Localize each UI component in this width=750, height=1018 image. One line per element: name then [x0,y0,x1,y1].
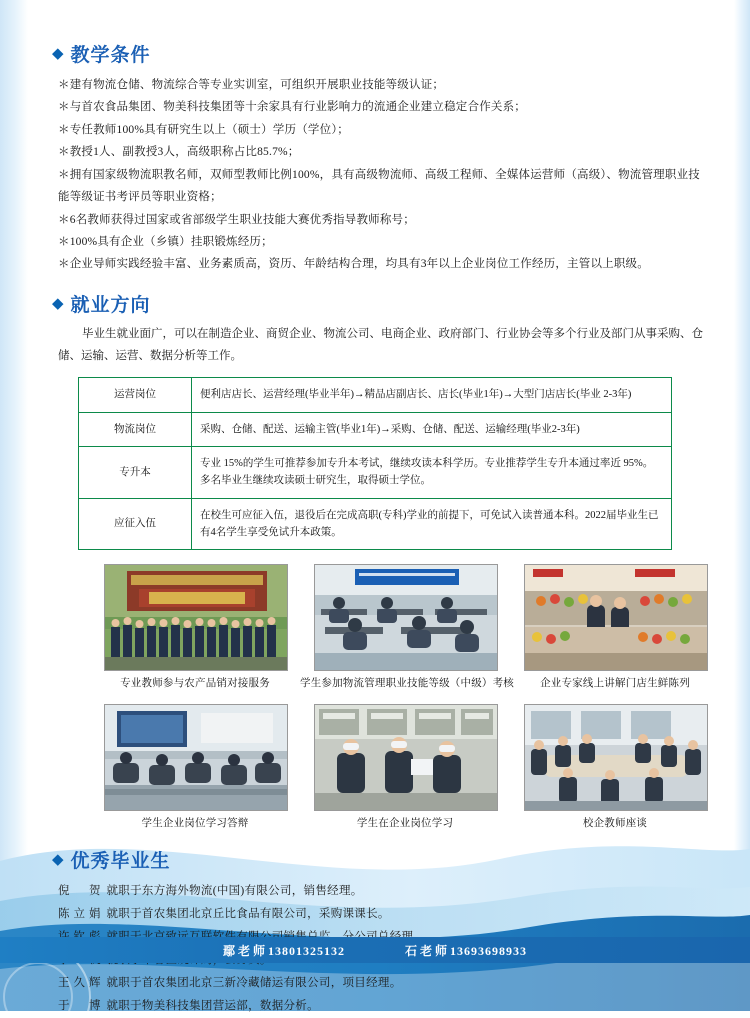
contact-item [405,942,527,959]
photo-art [315,565,497,670]
graduate-name: 于 博 [58,1000,105,1013]
section-title-graduates: 优秀毕业生 [70,851,171,873]
graduate-desc: 就职于首农集团北京丘比食品有限公司，采购课课长。 [106,908,390,921]
footer-contact-bar [0,937,750,963]
section-title-employment: 就业方向 [70,294,151,316]
contact-phone: 13801325132 [268,943,345,958]
career-path-table [78,377,672,550]
graduate-name: 陈立娟 [58,908,105,921]
teaching-bullet-list [58,74,710,276]
contact-item [223,942,345,959]
contact-label: 石老师 [405,943,451,958]
photo-internship-defense [104,704,288,811]
table-cell-content: 专业 15%的学生可推荐参加专升本考试，继续攻读本科学历。专业推荐学生专升本通过率近 95%。多名毕业生继续攻读硕士研究生，取得硕士学位。 [192,447,672,499]
table-cell-label: 物流岗位 [79,412,192,446]
photo-row-2 [104,704,710,830]
list-item: ＊拥有国家级物流职教名师，双师型教师比例100%，具有高级物流师、高级工程师、全媒体运营师（高级）、物流管理职业技能等级证书考评员等职业资格； [58,168,700,204]
photo-cell [104,564,286,690]
photo-caption: 学生企业岗位学习答辩 [141,818,249,830]
table-row [79,412,672,446]
table-row [79,447,672,499]
graduate-name: 倪 贺 [58,885,105,898]
section-header-employment [52,290,710,317]
list-item: ＊与首农食品集团、物美科技集团等十余家具有行业影响力的流通企业建立稳定合作关系； [58,101,526,114]
photo-caption: 企业专家线上讲解门店生鲜陈列 [540,678,690,690]
photo-caption: 专业教师参与农产品销对接服务 [120,678,270,690]
graduate-desc: 就职于东方海外物流(中国)有限公司，销售经理。 [106,885,363,898]
employment-paragraph: 毕业生就业面广，可以在制造企业、商贸企业、物流公司、电商企业、政府部门、行业协会等多个行业及部门从事采购、仓储、运输、运营、数据分析等工作。 [58,327,703,362]
graduate-desc: 就职于首农集团北京三新冷藏储运有限公司，项目经理。 [106,977,402,990]
photo-cell [104,704,286,830]
photo-caption: 校企教师座谈 [582,818,648,830]
list-item [58,995,710,1018]
photo-teacher-agriculture [104,564,288,671]
section-title-teaching: 教学条件 [70,45,151,66]
table-cell-label: 应征入伍 [79,498,192,550]
photo-teacher-seminar [524,704,708,811]
list-item: ＊100%具有企业（乡镇）挂职锻炼经历； [58,235,273,248]
photo-cell [524,704,706,830]
table-cell-label: 运营岗位 [79,378,192,412]
photo-row-1 [104,564,710,690]
section-header-graduates [52,846,710,873]
list-item [58,972,710,995]
photo-cell [524,564,706,690]
table-row [79,378,672,412]
table-cell-content: 采购、仓储、配送、运输主管(毕业1年)→采购、仓储、配送、运输经理(毕业2-3年) [192,412,672,446]
photo-skill-exam [314,564,498,671]
list-item: ＊6名教师获得过国家或省部级学生职业技能大赛优秀指导教师称号； [58,213,415,226]
contact-phone: 13693698933 [450,943,528,958]
table-row [79,498,672,550]
diamond-icon: ◆ [52,295,64,312]
photo-art [105,705,287,810]
diamond-icon: ◆ [52,46,64,62]
photo-art [525,565,707,670]
list-item: ＊企业导师实践经验丰富、业务素质高，资历、年龄结构合理，均具有3年以上企业岗位工作经历，主管以上职级。 [58,258,649,271]
table-cell-label: 专升本 [79,447,192,499]
list-item [58,880,710,903]
table-cell-content: 在校生可应征入伍，退役后在完成高职(专科)学业的前提下，可免试入读普通本科。2022届毕业生已有4名学生享受免试升本政策。 [192,498,672,550]
photo-caption: 学生参加物流管理职业技能等级（中级）考核 [300,678,514,690]
graduate-desc: 就职于物美科技集团营运部，数据分析。 [106,1000,319,1013]
photo-art [315,705,497,810]
diamond-icon: ◆ [52,852,64,869]
photo-art [105,565,287,670]
list-item: ＊建有物流仓储、物流综合等专业实训室，可组织开展职业技能等级认证； [58,79,445,91]
contact-label: 鄢老师 [222,943,268,958]
photo-cell [314,704,496,830]
photo-art [525,705,707,810]
section-header-teaching [52,40,710,67]
table-cell-content: 便利店店长、运营经理(毕业半年)→精品店副店长、店长(毕业1年)→大型门店店长(毕业 2-3年) [192,378,672,412]
list-item: ＊专任教师100%具有研究生以上（硕士）学历（学位）； [58,123,349,136]
photo-cell [300,564,514,690]
list-item [58,903,710,926]
photo-caption: 学生在企业岗位学习 [356,818,454,830]
list-item: ＊教授1人、副教授3人，高级职称占比85.7%； [58,146,300,159]
graduate-name: 王久辉 [58,977,105,990]
photo-fresh-display [524,564,708,671]
photo-internship-study [314,704,498,811]
